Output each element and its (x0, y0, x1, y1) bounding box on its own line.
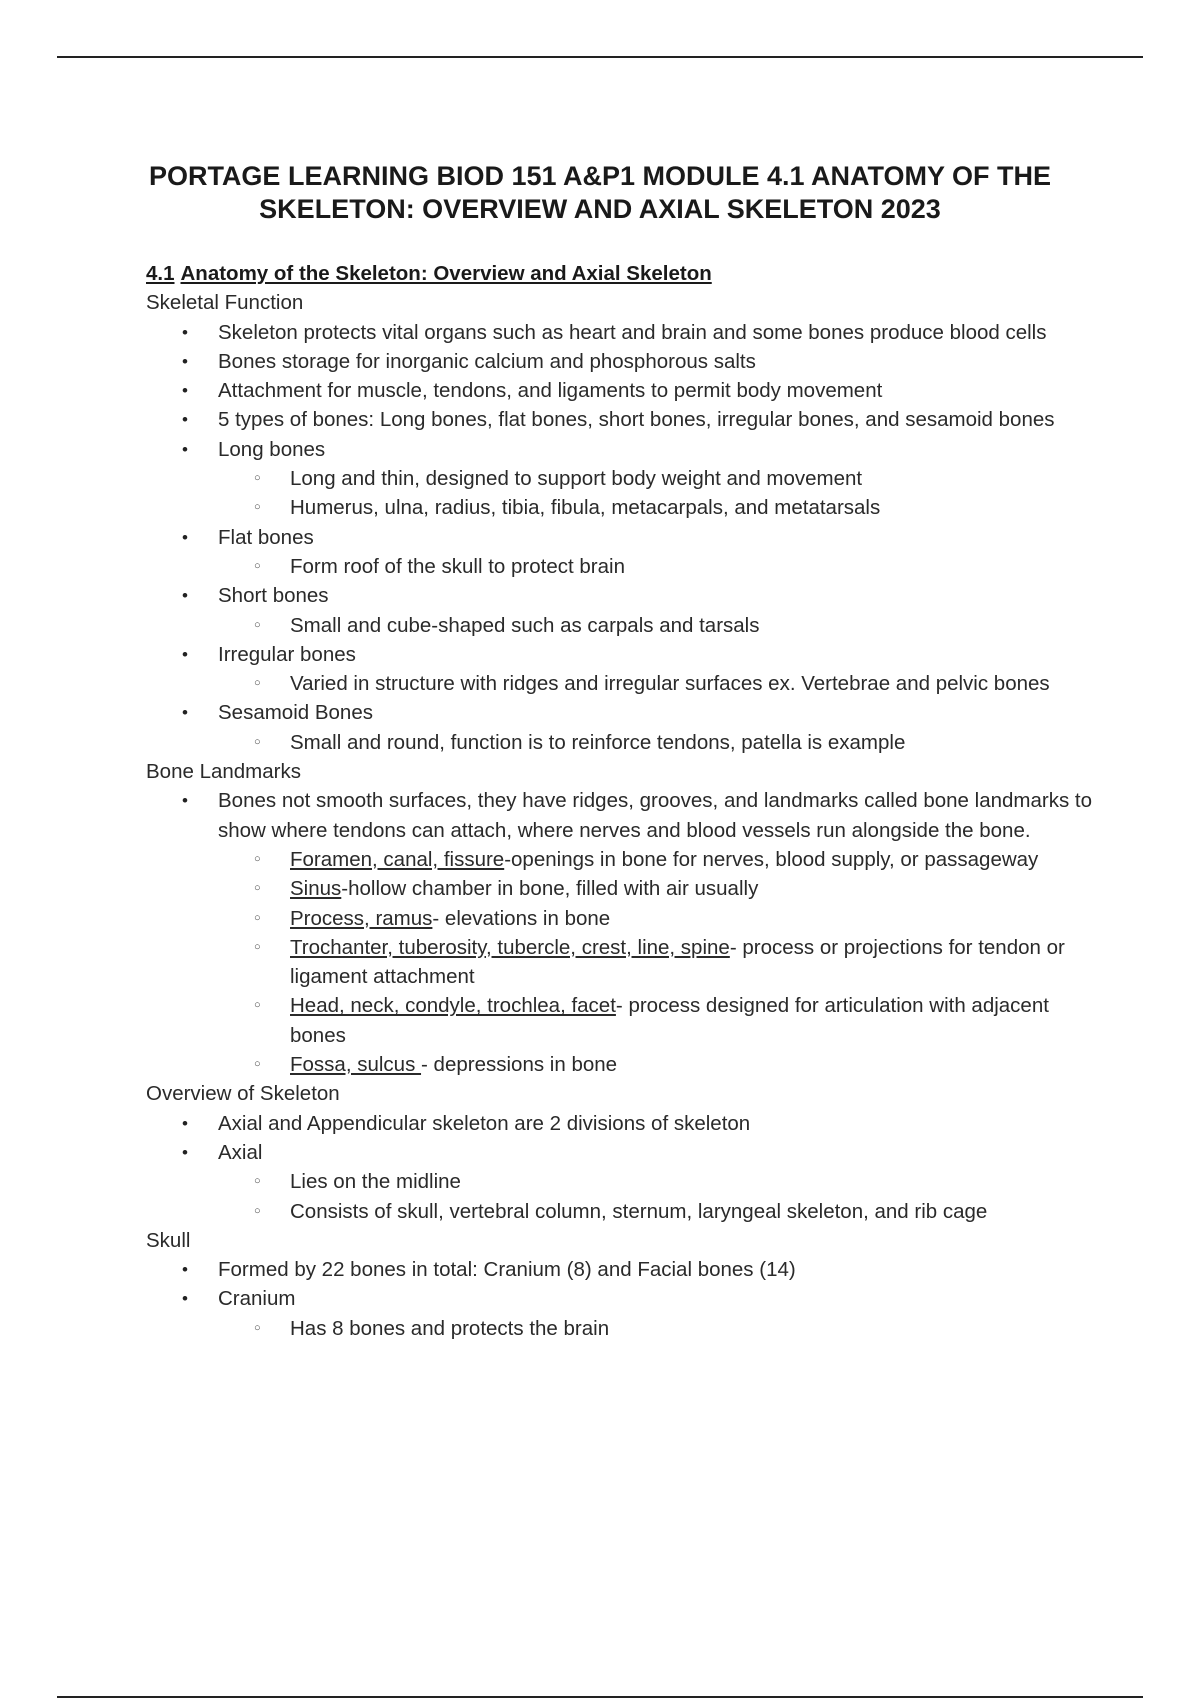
landmark-term: Fossa, sulcus (290, 1053, 422, 1077)
sub-list-item (146, 991, 1096, 1050)
landmark-term: Trochanter, tuberosity, tubercle, crest, line, spine (290, 935, 730, 959)
list-item-short-bones (146, 581, 1096, 640)
sub-list-item (146, 933, 1096, 992)
list-item (146, 786, 1096, 1079)
landmark-desc: - process designed for articulation with adjacent bones (290, 994, 1049, 1047)
bone-landmarks-list (146, 786, 1096, 1079)
list-item: • Skeleton protects vital organs such as heart and brain and some bones produce blood cells (146, 318, 1096, 347)
sub-list-item: ○ Varied in structure with ridges and irregular surfaces ex. Vertebrae and pelvic bones (146, 669, 1096, 698)
list-item-label: Irregular bones (218, 642, 356, 666)
sub-list-item: ○ Consists of skull, vertebral column, sternum, laryngeal skeleton, and rib cage (146, 1197, 1096, 1226)
sub-list (218, 464, 1096, 523)
top-rule (57, 56, 1143, 58)
overview-list (146, 1109, 1096, 1226)
list-item-axial (146, 1138, 1096, 1226)
sub-list-item (146, 874, 1096, 903)
bottom-rule (57, 1696, 1143, 1698)
list-item-irregular-bones (146, 640, 1096, 699)
subhead-skull: Skull (146, 1228, 191, 1252)
list-item-text: Bones not smooth surfaces, they have ridges, grooves, and landmarks called bone landmarks to show where tendons can attach, where nerves and blood vessels run alongside the bone. (218, 789, 1093, 842)
list-item-label: Sesamoid Bones (218, 701, 373, 725)
document-title (120, 160, 1080, 226)
sub-list (218, 1314, 1096, 1343)
sub-list-item: ○ Small and round, function is to reinforce tendons, patella is example (146, 728, 1096, 757)
list-item-label: Long bones (218, 437, 326, 461)
subhead-overview-of-skeleton: Overview of Skeleton (146, 1082, 340, 1106)
landmark-desc: - elevations in bone (432, 906, 611, 930)
sub-list-item: ○ Has 8 bones and protects the brain (146, 1314, 1096, 1343)
section-title: Anatomy of the Skeleton: Overview and Axial Skeleton (180, 262, 712, 285)
list-item: • 5 types of bones: Long bones, flat bones, short bones, irregular bones, and sesamoid bones (146, 405, 1096, 434)
list-item: • Axial and Appendicular skeleton are 2 divisions of skeleton (146, 1109, 1096, 1138)
sub-list-item: ○ Long and thin, designed to support body weight and movement (146, 464, 1096, 493)
list-item: • Attachment for muscle, tendons, and ligaments to permit body movement (146, 376, 1096, 405)
title-line-2: SKELETON: OVERVIEW AND AXIAL SKELETON 2023 (259, 194, 941, 224)
list-item-long-bones (146, 435, 1096, 523)
sub-list-item (146, 1050, 1096, 1079)
sub-list-item: ○ Lies on the midline (146, 1167, 1096, 1196)
landmark-desc: - depressions in bone (421, 1053, 618, 1077)
sub-list (218, 611, 1096, 640)
sub-list (218, 1167, 1096, 1226)
landmark-term: Head, neck, condyle, trochlea, facet (290, 994, 616, 1018)
title-line-1: PORTAGE LEARNING BIOD 151 A&P1 MODULE 4.1 ANATOMY OF THE (148, 161, 1052, 191)
sub-list (218, 728, 1096, 757)
section-heading (146, 259, 1096, 288)
landmark-desc: -hollow chamber in bone, filled with air usually (341, 877, 759, 901)
landmark-term: Foramen, canal, fissure (290, 847, 505, 871)
sub-list (218, 669, 1096, 698)
document-body (146, 259, 1096, 1343)
list-item: • Formed by 22 bones in total: Cranium (8) and Facial bones (14) (146, 1255, 1096, 1284)
section-number: 4.1 (146, 262, 175, 285)
sub-list-item (146, 904, 1096, 933)
sub-list-item: ○ Form roof of the skull to protect brain (146, 552, 1096, 581)
list-item: • Bones storage for inorganic calcium and phosphorous salts (146, 347, 1096, 376)
list-item-label: Short bones (218, 584, 329, 608)
subhead-bone-landmarks: Bone Landmarks (146, 760, 301, 784)
landmark-term: Sinus (290, 877, 342, 901)
list-item-cranium (146, 1284, 1096, 1343)
list-item-label: Axial (218, 1140, 263, 1164)
landmark-term: Process, ramus (290, 906, 433, 930)
sub-list-item: ○ Small and cube-shaped such as carpals and tarsals (146, 611, 1096, 640)
sub-list-item: ○ Humerus, ulna, radius, tibia, fibula, metacarpals, and metatarsals (146, 493, 1096, 522)
list-item-sesamoid-bones (146, 698, 1096, 757)
sub-list (218, 845, 1096, 1079)
sub-list-item (146, 845, 1096, 874)
skeletal-function-list (146, 318, 1096, 757)
landmark-desc: - process or projections for tendon or ligament attachment (290, 935, 1065, 989)
list-item-label: Cranium (218, 1287, 296, 1311)
skull-list (146, 1255, 1096, 1343)
list-item-label: Flat bones (218, 525, 314, 549)
landmark-desc: -openings in bone for nerves, blood supply, or passageway (504, 847, 1039, 871)
list-item-flat-bones (146, 523, 1096, 582)
subhead-skeletal-function: Skeletal Function (146, 291, 304, 315)
sub-list (218, 552, 1096, 581)
